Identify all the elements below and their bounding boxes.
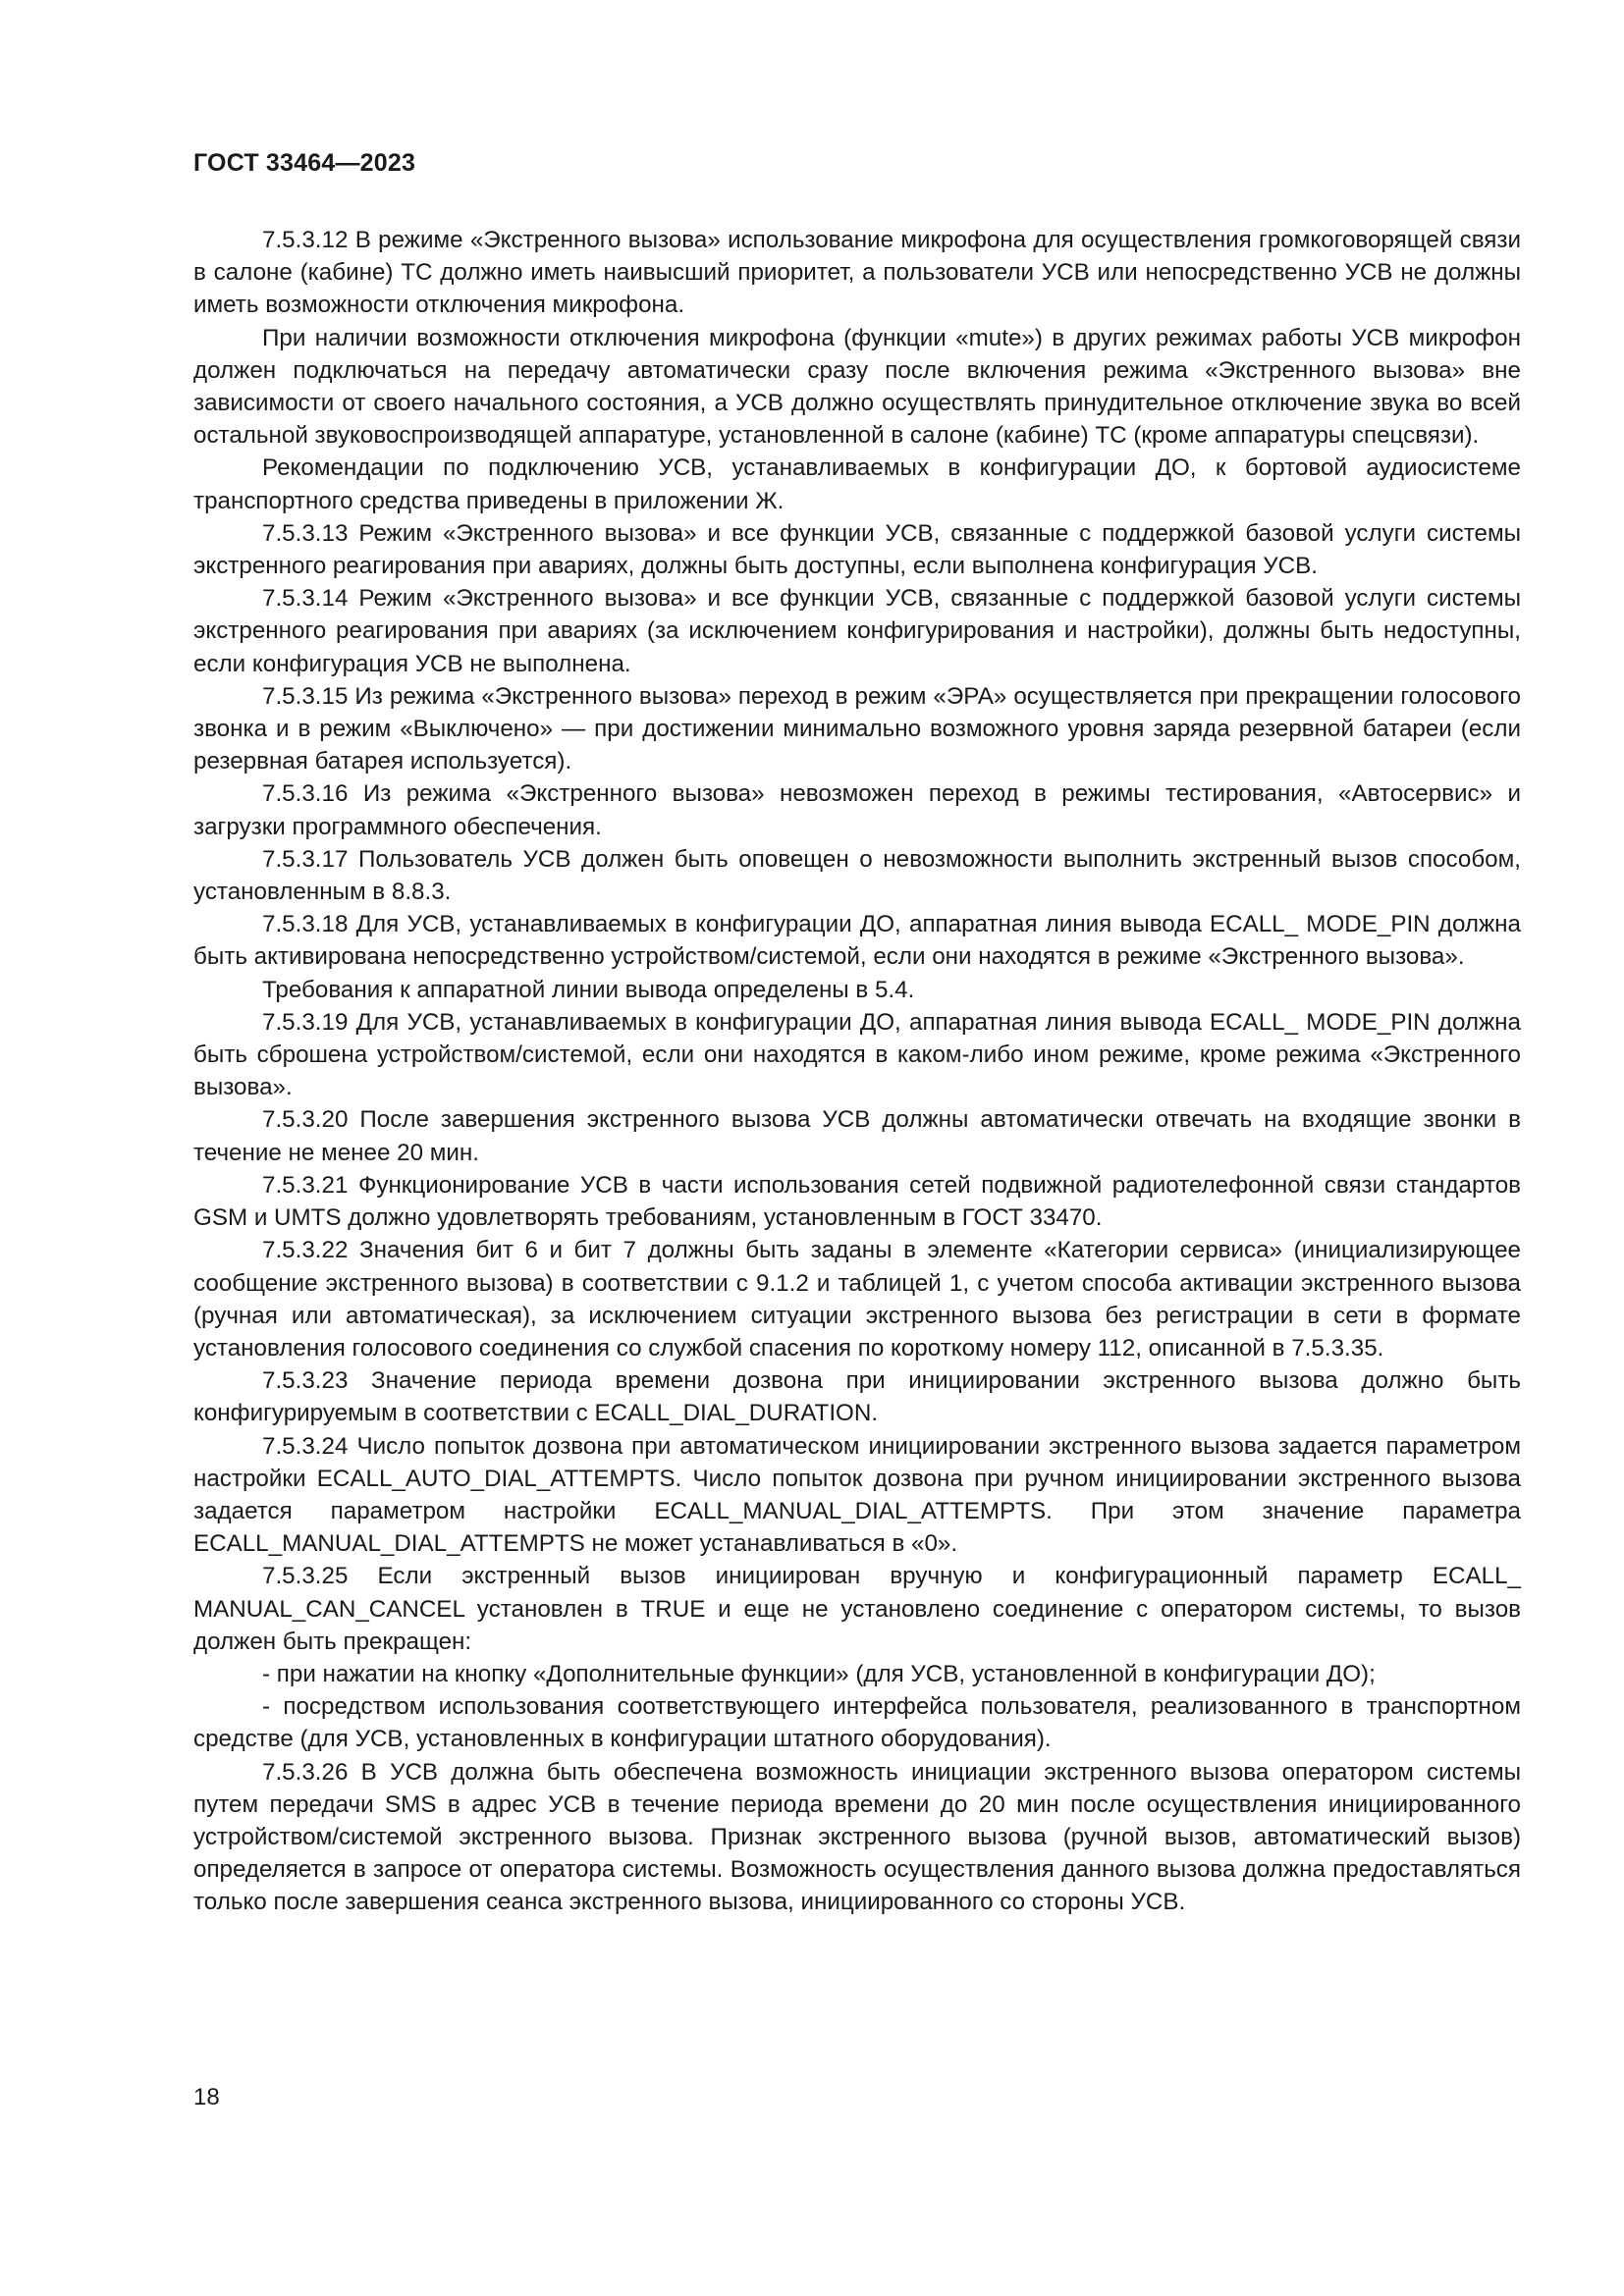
- paragraph-output-line-requirements: Требования к аппаратной линии вывода определены в 5.4.: [262, 976, 915, 1003]
- paragraph-7-5-3-23: 7.5.3.23 Значение периода времени дозвона при инициировании экстренного вызова должно быть конфигурируемым в соответствии с ECALL_DIAL_DURATION.: [193, 1367, 1521, 1427]
- paragraph-7-5-3-26: 7.5.3.26 В УСВ должна быть обеспечена возможность инициации экстренного вызова оператором системы путем передачи SMS в адрес УСВ в течение периода времени до 20 мин после осуществления инициированного устройством/системой экстренного вызова. Признак экстренного вызова (ручной вызов, автоматический вызов) определяется в запросе от оператора системы. Возможность осуществления данного вызова должна предоставляться только после завершения сеанса экстренного вызова, инициированного со стороны УСВ.: [193, 1758, 1521, 1916]
- paragraph-7-5-3-12: 7.5.3.12 В режиме «Экстренного вызова» использование микрофона для осуществления громкоговорящей связи в салоне (кабине) ТС должно иметь наивысший приоритет, а пользователи УСВ или непосредственно УСВ не должны иметь возможности отключения микрофона.: [193, 227, 1521, 319]
- document-body: [193, 224, 1521, 1919]
- list-item-additional-functions: - при нажатии на кнопку «Дополнительные функции» (для УСВ, установленной в конфигурации ДО);: [262, 1660, 1376, 1687]
- paragraph-7-5-3-21: 7.5.3.21 Функционирование УСВ в части использования сетей подвижной радиотелефонной связи стандартов GSM и UMTS должно удовлетворять требованиям, установленным в ГОСТ 33470.: [193, 1171, 1521, 1232]
- paragraph-7-5-3-20: 7.5.3.20 После завершения экстренного вызова УСВ должны автоматически отвечать на входящие звонки в течение не менее 20 мин.: [193, 1106, 1521, 1166]
- paragraph-7-5-3-25: 7.5.3.25 Если экстренный вызов инициирован вручную и конфигурационный параметр ECALL_ MANUAL_CAN_CANCEL установлен в TRUE и еще не установлено соединение с оператором системы, то вызов должен быть прекращен:: [193, 1563, 1521, 1655]
- paragraph-7-5-3-17: 7.5.3.17 Пользователь УСВ должен быть оповещен о невозможности выполнить экстренный вызов способом, установленным в 8.8.3.: [193, 845, 1521, 906]
- paragraph-7-5-3-13: 7.5.3.13 Режим «Экстренного вызова» и все функции УСВ, связанные с поддержкой базовой услуги системы экстренного реагирования при авариях, должны быть доступны, если выполнена конфигурация УСВ.: [193, 519, 1521, 580]
- paragraph-7-5-3-16: 7.5.3.16 Из режима «Экстренного вызова» невозможен переход в режимы тестирования, «Автосервис» и загрузки программного обеспечения.: [193, 780, 1521, 840]
- paragraph-7-5-3-19: 7.5.3.19 Для УСВ, устанавливаемых в конфигурации ДО, аппаратная линия вывода ECALL_ MODE_PIN должна быть сброшена устройством/системой, если они находятся в каком-либо ином режиме, кроме режима «Экстренного вызова».: [193, 1008, 1521, 1101]
- paragraph-7-5-3-24: 7.5.3.24 Число попыток дозвона при автоматическом инициировании экстренного вызова задается параметром настройки ECALL_AUTO_DIAL_ATTEMPTS. Число попыток дозвона при ручном инициировании экстренного вызова задается параметром настройки ECALL_MANUAL_DIAL_ATTEMPTS. При этом значение параметра ECALL_MANUAL_DIAL_ATTEMPTS не может устанавливаться в «0».: [193, 1432, 1521, 1558]
- paragraph-7-5-3-22: 7.5.3.22 Значения бит 6 и бит 7 должны быть заданы в элементе «Категории сервиса» (инициализирующее сообщение экстренного вызова) в соответствии с 9.1.2 и таблицей 1, с учетом способа активации экстренного вызова (ручная или автоматическая), за исключением ситуации экстренного вызова без регистрации в сети в формате установления голосового соединения со службой спасения по короткому номеру 112, описанной в 7.5.3.35.: [193, 1237, 1521, 1362]
- paragraph-7-5-3-15: 7.5.3.15 Из режима «Экстренного вызова» переход в режим «ЭРА» осуществляется при прекращении голосового звонка и в режим «Выключено» — при достижении минимально возможного уровня заряда резервной батареи (если резервная батарея используется).: [193, 682, 1521, 775]
- paragraph-mute: При наличии возможности отключения микрофона (функции «mute») в других режимах работы УСВ микрофон должен подключаться на передачу автоматически сразу после включения режима «Экстренного вызова» вне зависимости от своего начального состояния, а УСВ должно осуществлять принудительное отключение звука во всей остальной звуковоспроизводящей аппаратуре, установленной в салоне (кабине) ТС (кроме аппаратуры спецсвязи).: [193, 324, 1521, 450]
- paragraph-7-5-3-14: 7.5.3.14 Режим «Экстренного вызова» и все функции УСВ, связанные с поддержкой базовой услуги системы экстренного реагирования при авариях (за исключением конфигурирования и настройки), должны быть недоступны, если конфигурация УСВ не выполнена.: [193, 585, 1521, 677]
- paragraph-7-5-3-18: 7.5.3.18 Для УСВ, устанавливаемых в конфигурации ДО, аппаратная линия вывода ECALL_ MODE_PIN должна быть активирована непосредственно устройством/системой, если они находятся в режиме «Экстренного вызова».: [193, 911, 1521, 971]
- standard-header: ГОСТ 33464—2023: [193, 149, 416, 177]
- paragraph-recommendations: Рекомендации по подключению УСВ, устанавливаемых в конфигурации ДО, к бортовой аудиосистеме транспортного средства приведены в приложении Ж.: [193, 454, 1521, 514]
- list-item-user-interface: - посредством использования соответствующего интерфейса пользователя, реализованного в транспортном средстве (для УСВ, установленных в конфигурации штатного оборудования).: [193, 1693, 1521, 1753]
- page-number: 18: [193, 2084, 220, 2110]
